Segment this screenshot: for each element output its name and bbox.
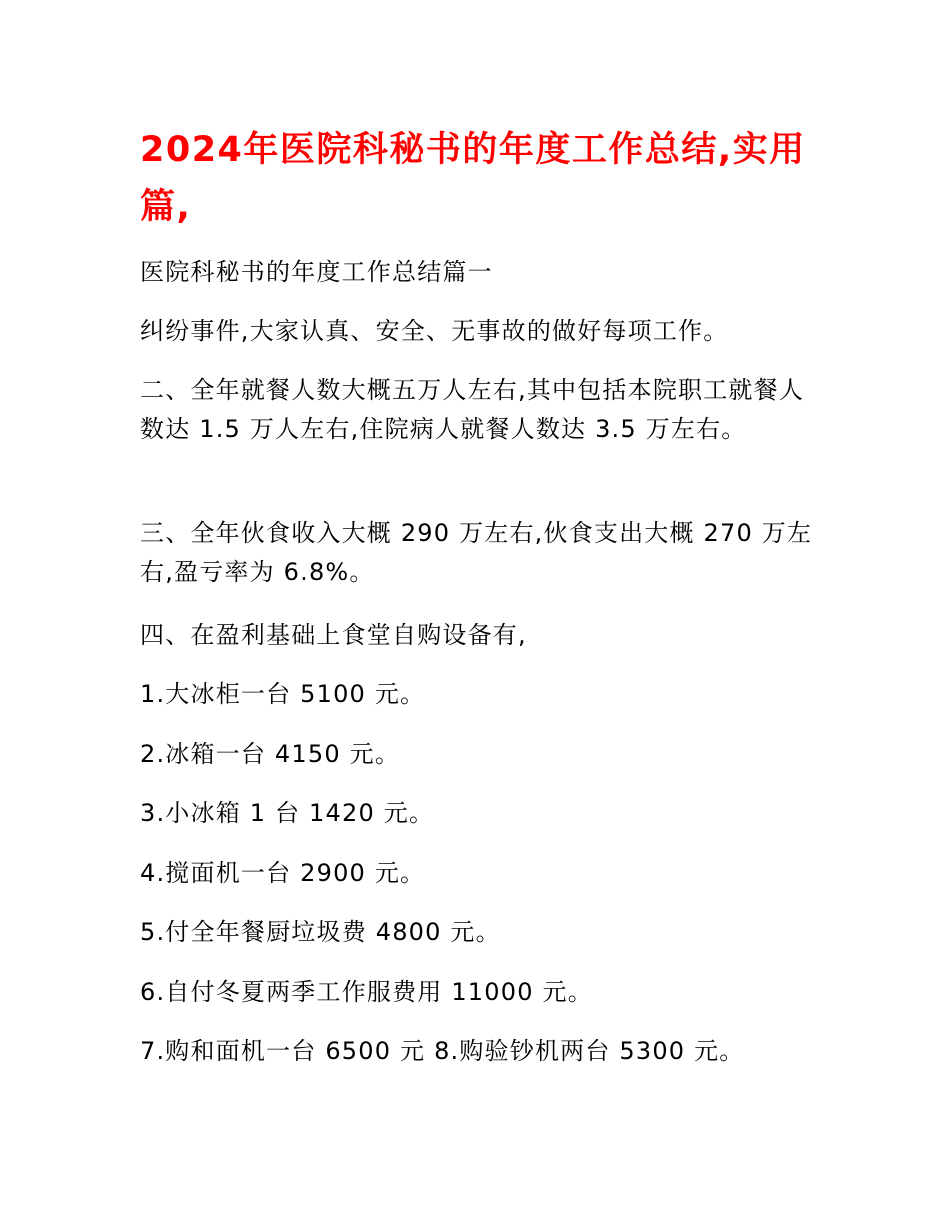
paragraph: 四、在盈利基础上食堂自购设备有, — [140, 621, 527, 649]
list-item: 2.冰箱一台 4150 元。 — [140, 740, 401, 768]
list-item: 3.小冰箱 1 台 1420 元。 — [140, 799, 435, 827]
list-item: 1.大冰柜一台 5100 元。 — [140, 680, 426, 708]
section-heading: 医院科秘书的年度工作总结篇一 — [140, 258, 493, 286]
list-item: 4.搅面机一台 2900 元。 — [140, 859, 426, 887]
list-item: 5.付全年餐厨垃圾费 4800 元。 — [140, 918, 501, 946]
paragraph: 纠纷事件,大家认真、安全、无事故的做好每项工作。 — [140, 317, 729, 345]
document-title: 2024年医院科秘书的年度工作总结,实用篇, — [140, 130, 806, 227]
paragraph: 二、全年就餐人数大概五万人左右,其中包括本院职工就餐人数达 1.5 万人左右,住院病人就餐人数达 3.5 万左右。 — [140, 376, 805, 443]
paragraph: 三、全年伙食收入大概 290 万左右,伙食支出大概 270 万左右,盈亏率为 6.8%。 — [140, 519, 813, 586]
list-item: 6.自付冬夏两季工作服费用 11000 元。 — [140, 978, 593, 1006]
list-item: 7.购和面机一台 6500 元 8.购验钞机两台 5300 元。 — [140, 1037, 745, 1065]
